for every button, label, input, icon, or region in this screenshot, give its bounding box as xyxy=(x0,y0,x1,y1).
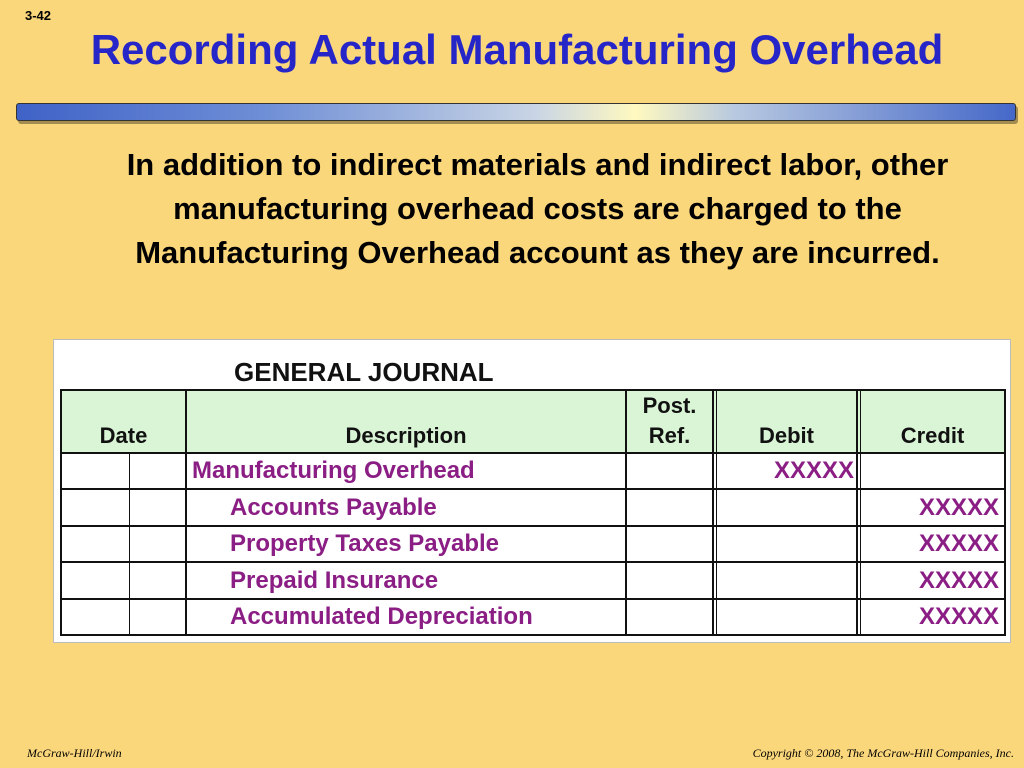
table-line xyxy=(856,389,858,636)
header-date: Date xyxy=(99,423,148,448)
entry-description: Property Taxes Payable xyxy=(230,530,500,557)
header-credit: Credit xyxy=(900,423,965,448)
header-description: Description xyxy=(345,423,467,448)
header-debit: Debit xyxy=(759,423,814,448)
entry-credit: XXXXX xyxy=(918,494,999,521)
entry-credit: XXXXX xyxy=(918,530,999,557)
table-line xyxy=(60,389,1006,391)
entry-description: Manufacturing Overhead xyxy=(192,457,475,484)
table-line xyxy=(712,389,714,636)
table-line xyxy=(129,452,130,636)
entry-description: Accounts Payable xyxy=(230,494,437,521)
slide-title: Recording Actual Manufacturing Overhead xyxy=(90,26,944,73)
general-journal-table xyxy=(53,339,1011,643)
header-post-ref-line1: Post. xyxy=(642,393,697,418)
entry-description: Prepaid Insurance xyxy=(230,567,439,594)
title-divider-bar xyxy=(16,103,1016,121)
body-text: In addition to indirect materials and indirect labor, other manufacturing overhead costs are charged to the Manufacturing Overhead account as they are incurred. xyxy=(126,147,949,270)
entry-debit: XXXXX xyxy=(773,457,854,484)
table-line xyxy=(1004,389,1006,636)
entry-description: Accumulated Depreciation xyxy=(230,603,533,630)
footer-publisher: McGraw-Hill/Irwin xyxy=(27,746,122,760)
slide-number: 3-42 xyxy=(25,8,52,23)
header-post-ref-line2: Ref. xyxy=(648,423,691,448)
journal-title: GENERAL JOURNAL xyxy=(234,357,494,387)
footer-copyright: Copyright © 2008, The McGraw-Hill Companies, Inc. xyxy=(752,746,1014,760)
entry-credit: XXXXX xyxy=(918,567,999,594)
entry-credit: XXXXX xyxy=(918,603,999,630)
